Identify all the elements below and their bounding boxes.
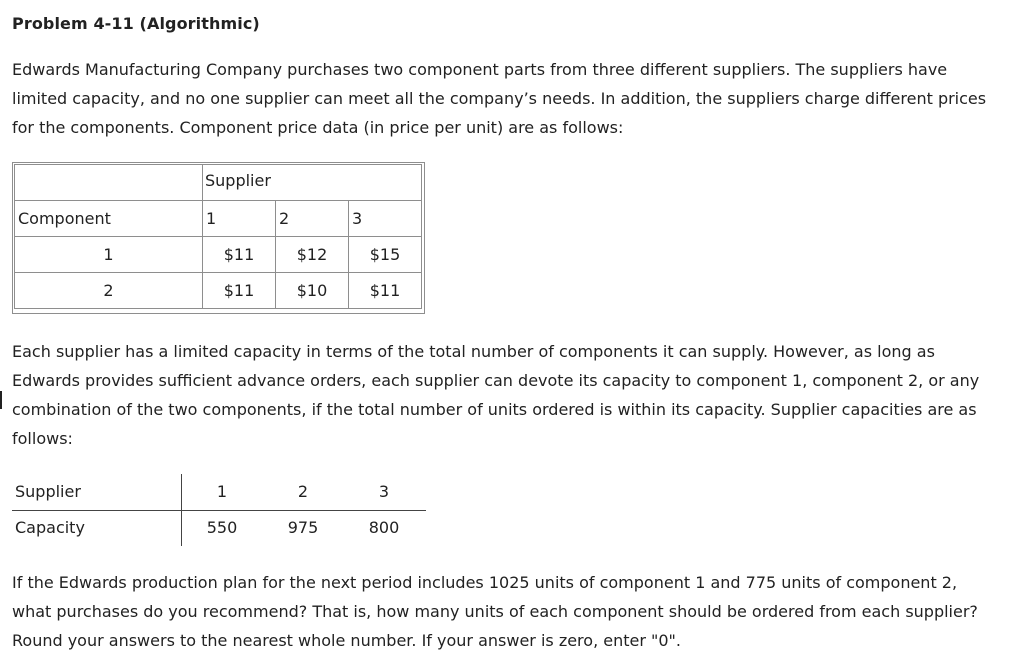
capacity-table (12, 474, 426, 546)
table-row (15, 273, 422, 309)
intro-line: for the components. Component price data (in price per unit) are as follows: (12, 118, 624, 137)
component-number: 1 (15, 237, 203, 273)
price-cell: $11 (203, 273, 276, 309)
capacity-value: 550 (206, 518, 238, 537)
price-cell: $11 (349, 273, 422, 309)
capacity-line: follows: (12, 429, 73, 448)
component-header: Component (15, 201, 203, 237)
supplier-header: Supplier (203, 165, 422, 201)
intro-line: limited capacity, and no one supplier can meet all the company’s needs. In addition, the suppliers charge different prices (12, 89, 987, 108)
price-cell: $15 (349, 237, 422, 273)
price-cell: $12 (276, 237, 349, 273)
question-line: what purchases do you recommend? That is, how many units of each component should be ordered from each supplier? (12, 602, 978, 621)
component-number: 2 (15, 273, 203, 309)
capacity-line: combination of the two components, if the total number of units ordered is within its capacity. Supplier capacities are as (12, 400, 977, 419)
supplier-number: 2 (276, 201, 349, 237)
price-table (14, 164, 422, 309)
price-cell: $11 (203, 237, 276, 273)
supplier-number: 1 (216, 482, 228, 501)
question-line: If the Edwards production plan for the next period includes 1025 units of component 1 and 775 units of component 2, (12, 573, 958, 592)
left-edge-marker (0, 391, 2, 409)
intro-paragraph (12, 55, 986, 142)
question-line: Round your answers to the nearest whole number. If your answer is zero, enter "0". (12, 631, 681, 650)
intro-line: Edwards Manufacturing Company purchases two component parts from three different suppliers. The suppliers have (12, 60, 948, 79)
table-row (15, 237, 422, 273)
supplier-number: 2 (297, 482, 309, 501)
capacity-line: Edwards provides sufficient advance orders, each supplier can devote its capacity to component 1, component 2, or any (12, 371, 980, 390)
capacity-line: Each supplier has a limited capacity in terms of the total number of components it can supply. However, as long as (12, 342, 935, 361)
capacity-value: 975 (287, 518, 319, 537)
capacity-label: Capacity (15, 518, 85, 537)
capacity-paragraph (12, 337, 979, 453)
capacity-value: 800 (368, 518, 400, 537)
price-cell: $10 (276, 273, 349, 309)
problem-title: Problem 4-11 (Algorithmic) (12, 14, 260, 33)
question-paragraph (12, 568, 978, 655)
supplier-label: Supplier (15, 482, 81, 501)
supplier-number: 3 (378, 482, 390, 501)
empty-header-cell (15, 165, 203, 201)
supplier-number: 3 (349, 201, 422, 237)
supplier-number: 1 (203, 201, 276, 237)
